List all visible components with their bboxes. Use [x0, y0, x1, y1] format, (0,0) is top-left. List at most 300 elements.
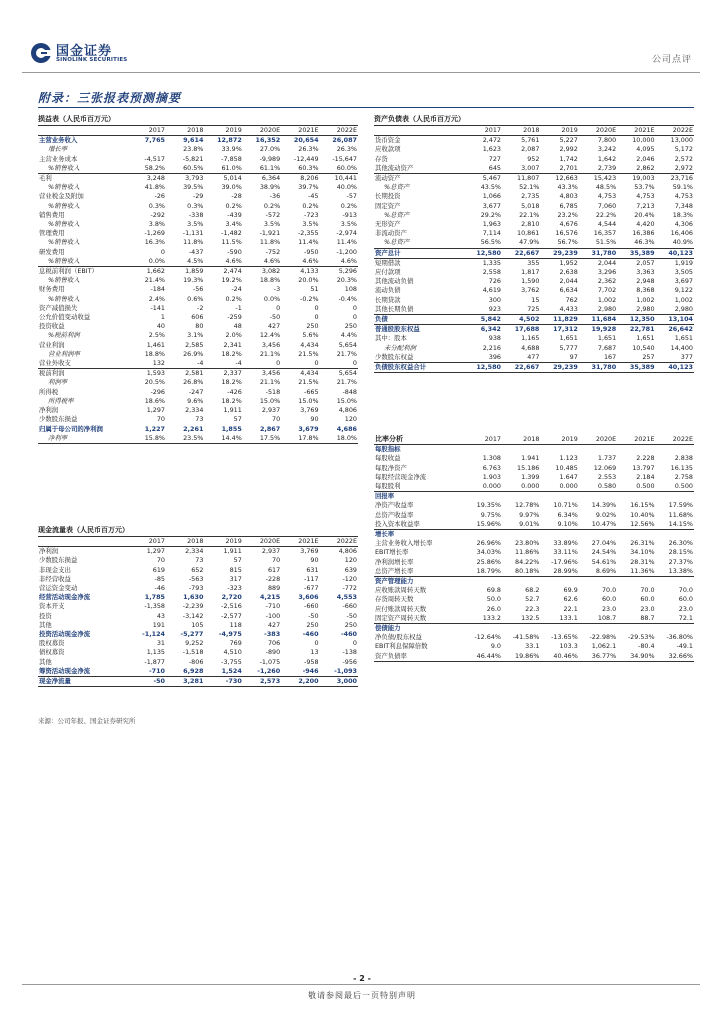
cell-value: 18.79%	[464, 567, 502, 577]
cell-value: 7,114	[482, 229, 501, 238]
cell-value	[617, 445, 655, 455]
table-row	[374, 315, 694, 325]
cell-value: 0.0%	[128, 257, 166, 267]
row-label: 每股经营现金净流	[375, 472, 427, 481]
cell-value: 56.7%	[540, 238, 578, 248]
table-row	[374, 595, 694, 604]
cell-value: 40,123	[656, 363, 694, 373]
cell-value	[656, 624, 694, 634]
cell-value: -36.80%	[666, 633, 693, 642]
cell-value: 70	[272, 556, 281, 565]
cell-value: 23.8%	[183, 145, 204, 154]
cell-value: 8.69%	[579, 567, 617, 577]
cell-value: 2,937	[261, 547, 281, 556]
cell-value: 39.0%	[221, 183, 242, 192]
cell-value: 4,753	[636, 192, 655, 201]
cell-value: -50	[308, 611, 319, 620]
cell-value: 0.2%	[225, 201, 242, 210]
row-label: 负债股东权益合计	[374, 363, 464, 373]
table-row	[38, 220, 358, 229]
cell-value: 4,133	[300, 267, 319, 276]
cell-value: 60.0	[640, 595, 655, 604]
cell-value	[617, 530, 655, 540]
cell-value: 3,697	[674, 277, 693, 286]
cell-value: 1,066	[482, 192, 501, 201]
cash-flow-table	[38, 525, 358, 687]
cell-value: 9,122	[674, 286, 693, 295]
cell-value: 727	[488, 154, 501, 163]
row-label: 存货	[375, 154, 388, 163]
cell-value: 0.6%	[187, 294, 204, 303]
table-row	[374, 548, 694, 557]
cell-value: 22.2%	[595, 210, 617, 219]
cell-value	[617, 492, 655, 502]
cell-value: 631	[306, 565, 319, 574]
cell-value: 2,581	[185, 369, 204, 378]
cell-value: 0.3%	[187, 201, 204, 210]
logo-text-cn: 国金证券	[56, 44, 113, 59]
cell-value: 8,206	[300, 174, 319, 183]
cell-value: 23.80%	[515, 539, 540, 548]
cell-value: -572	[265, 210, 281, 219]
row-label: EBIT利息保障倍数	[375, 642, 428, 651]
cell-value: 69.8	[486, 586, 501, 595]
cell-value: 10.47%	[579, 520, 617, 530]
cell-value: 28.99%	[540, 567, 578, 577]
cell-value: 9.10%	[540, 520, 578, 530]
table-row	[374, 305, 694, 315]
cell-value: 923	[464, 305, 502, 315]
row-label: 营业外收支	[38, 359, 128, 369]
cell-value: 12.56%	[617, 520, 655, 530]
cell-value: -3,755	[221, 657, 242, 666]
table-row	[374, 520, 694, 530]
cell-value: 0.000	[502, 482, 540, 492]
cell-value: 34.03%	[476, 548, 501, 557]
page-number: - 2 -	[353, 974, 371, 983]
cell-value: 1,335	[482, 258, 501, 267]
cell-value: 952	[527, 154, 540, 163]
table-title: 损益表（人民币百万元）	[38, 114, 358, 126]
cell-value: 23.0	[678, 604, 693, 613]
cell-value: 19.86%	[502, 652, 540, 662]
cell-value: 5,296	[338, 267, 357, 276]
table-row	[374, 258, 694, 268]
table-row	[374, 325, 694, 335]
cell-value: 19.2%	[221, 276, 242, 285]
cell-value: 28.15%	[668, 548, 693, 557]
cell-value: 250	[344, 620, 357, 629]
cell-value: 36.77%	[579, 652, 617, 662]
cell-value: 2,200	[281, 677, 319, 687]
cell-value: 815	[229, 565, 242, 574]
cell-value: 16.3%	[144, 238, 165, 247]
section-divider	[38, 107, 694, 108]
cell-value: 0.500	[656, 482, 694, 492]
cell-value: 21.7%	[336, 349, 357, 358]
table-row	[38, 667, 358, 677]
cell-value: 72.1	[656, 614, 694, 624]
cell-value: 17,312	[553, 325, 578, 334]
cell-value: -1,075	[259, 657, 281, 666]
cell-value: 20.3%	[336, 276, 357, 285]
table-row	[374, 445, 694, 455]
year-header-blank	[374, 126, 464, 136]
cell-value: -665	[304, 387, 319, 396]
row-label: 归属于母公司的净利润	[39, 424, 103, 433]
cell-value: 13,000	[670, 136, 693, 145]
header-divider	[22, 72, 700, 73]
cell-value: 1,593	[146, 369, 165, 378]
cell-value: -17.96%	[551, 557, 578, 566]
cell-value: 2,867	[259, 424, 281, 433]
cell-value	[464, 624, 502, 634]
cell-value	[540, 530, 578, 540]
year-header: 2018	[166, 126, 204, 136]
cell-value: 477	[502, 353, 540, 363]
table-row	[38, 285, 358, 294]
table-row	[374, 296, 694, 305]
cell-value	[579, 624, 617, 634]
table-row	[38, 155, 358, 164]
table-row	[38, 164, 358, 174]
cell-value: 3.1%	[187, 331, 204, 340]
table-row	[374, 567, 694, 577]
cell-value: 80.18%	[502, 567, 540, 577]
cell-value	[464, 530, 502, 540]
cell-value: 1,297	[146, 547, 165, 556]
cell-value: 40.46%	[540, 652, 578, 662]
cell-value	[502, 492, 540, 502]
cell-value: 427	[267, 322, 281, 331]
table-row	[38, 648, 358, 657]
cell-value: -439	[227, 210, 242, 219]
table-row	[374, 248, 694, 258]
cell-value: 2,980	[617, 305, 655, 315]
cell-value: 10,000	[632, 136, 655, 145]
cell-value: 40	[156, 322, 165, 331]
table-row	[38, 434, 358, 444]
cell-value: -3,142	[182, 611, 204, 620]
cell-value: -13.65%	[551, 633, 578, 642]
row-label: %总资产	[384, 183, 410, 192]
cell-value: 27.0%	[259, 145, 281, 154]
cell-value: 11.86%	[515, 548, 540, 557]
cell-value: 4.6%	[281, 257, 319, 267]
cell-value: 18.3%	[672, 210, 693, 219]
cell-value: 14.15%	[656, 520, 694, 530]
cell-value: -29.53%	[627, 633, 655, 642]
table-row	[38, 229, 358, 238]
cell-value: 726	[488, 277, 501, 286]
cell-value: -1,269	[144, 229, 165, 238]
cell-value: -5,821	[182, 154, 204, 163]
cell-value: 9.6%	[187, 396, 204, 405]
cell-value: 4.6%	[243, 257, 281, 267]
table-row	[374, 624, 694, 634]
cell-value: 645	[464, 164, 502, 174]
cell-value: -1,131	[182, 229, 204, 238]
cell-value: 5.6%	[302, 331, 319, 340]
row-label: 未分配利润	[384, 343, 416, 352]
cell-value	[579, 445, 617, 455]
cell-value: 1.941	[521, 454, 540, 463]
table-row	[38, 276, 358, 285]
cell-value: 1,651	[636, 334, 655, 343]
year-header: 2022E	[320, 126, 358, 136]
cell-value: 57	[233, 415, 242, 424]
year-header: 2018	[166, 537, 204, 547]
cell-value: 7,687	[597, 343, 617, 352]
table-row	[374, 268, 694, 277]
cell-value: 3.5%	[340, 220, 357, 229]
cell-value	[502, 624, 540, 634]
cell-value: 317	[229, 574, 242, 583]
cell-value: 15.0%	[259, 396, 281, 405]
cell-value: 3,242	[597, 145, 617, 154]
cell-value: 377	[656, 353, 694, 363]
cell-value: 26.8%	[183, 378, 204, 387]
cell-value: 2,334	[185, 406, 204, 415]
cell-value: 13.38%	[656, 567, 694, 577]
row-label: 其他	[39, 657, 52, 666]
table-row	[374, 353, 694, 363]
cell-value: 18.2%	[221, 349, 242, 358]
row-label: 研发费用	[39, 247, 65, 256]
cell-value: 43.5%	[480, 183, 501, 192]
cell-value: 20.0%	[298, 276, 319, 285]
cell-value: -46	[154, 584, 165, 593]
row-label: 少数股东损益	[39, 556, 78, 565]
cell-value	[656, 492, 694, 502]
cell-value: -677	[304, 584, 319, 593]
table-row	[38, 248, 358, 257]
cell-value: 132.5	[502, 614, 540, 624]
table-row	[374, 344, 694, 353]
cell-value: 2.184	[636, 472, 655, 481]
cell-value: 26,087	[332, 136, 357, 145]
cell-value	[617, 577, 655, 587]
table-row	[374, 229, 694, 238]
cell-value: -1,358	[144, 602, 165, 611]
cell-value: -15,647	[332, 154, 357, 163]
cell-value: 250	[306, 620, 319, 629]
section-title: 附录：三张报表预测摘要	[38, 91, 182, 105]
cell-value: 1,623	[482, 145, 501, 154]
cell-value: 12.069	[593, 463, 617, 472]
cell-value: 4.4%	[340, 331, 357, 340]
cell-value: 25.86%	[476, 557, 501, 566]
cell-value: 1,911	[223, 547, 242, 556]
cell-value: 2,472	[482, 136, 501, 145]
cell-value	[540, 577, 578, 587]
row-label: 流动资产	[375, 174, 401, 183]
row-label: 总资产收益率	[375, 510, 414, 519]
cell-value: 4,434	[300, 340, 319, 349]
table-row	[374, 334, 694, 343]
table-row	[38, 341, 358, 350]
cell-value: 1,227	[144, 424, 165, 433]
cell-value: -956	[342, 657, 357, 666]
cell-value: 54.61%	[591, 557, 617, 566]
row-label: %销售收入	[48, 201, 80, 210]
cell-value	[579, 530, 617, 540]
row-label: 其中：股本	[375, 334, 407, 343]
cell-value: 19.3%	[183, 276, 204, 285]
cell-value: 41.8%	[144, 183, 165, 192]
cell-value: 4.6%	[204, 257, 242, 267]
row-label: %销售收入	[48, 220, 80, 229]
data-table	[374, 126, 694, 373]
cell-value: 12,663	[555, 174, 578, 183]
row-label: %销售收入	[38, 164, 128, 174]
table-row	[374, 363, 694, 373]
cell-value: 16,406	[670, 229, 693, 238]
cell-value: 33.1	[525, 642, 540, 651]
cell-value: 4,806	[338, 547, 357, 556]
table-row	[374, 183, 694, 192]
ratio-analysis-table	[374, 435, 694, 662]
cell-value: 1,590	[521, 277, 540, 286]
cell-value: -338	[188, 210, 204, 219]
year-header: 2021E	[617, 126, 655, 136]
year-header: 2020E	[579, 126, 617, 136]
cell-value: 22.1%	[519, 210, 540, 219]
row-label: 财务费用	[39, 285, 65, 294]
cell-value: 4,215	[259, 593, 281, 602]
table-row	[38, 575, 358, 584]
cell-value: 40,123	[656, 248, 694, 258]
cell-value: 11.36%	[617, 567, 655, 577]
cell-value: 11.4%	[298, 238, 319, 247]
cell-value: -383	[264, 630, 281, 639]
cell-value: 2.838	[674, 454, 693, 463]
year-header-blank	[38, 537, 128, 547]
cell-value: 1,524	[221, 666, 242, 675]
cell-value: 28.31%	[630, 557, 655, 566]
cell-value: 4,619	[482, 286, 501, 295]
year-header: 2017	[464, 435, 502, 445]
cell-value: 14.39%	[591, 501, 617, 510]
cell-value: 17.59%	[668, 501, 693, 510]
cell-value: 1,062.1	[591, 642, 617, 651]
cell-value: -120	[342, 574, 357, 583]
cell-value: 2,216	[482, 343, 501, 352]
cell-value: 14.4%	[204, 434, 242, 444]
cell-value: 60.0%	[320, 164, 358, 174]
cell-value: 21.1%	[259, 349, 281, 358]
cell-value: 46.3%	[617, 238, 655, 248]
cell-value: 7,800	[597, 136, 617, 145]
cell-value: 11,829	[540, 315, 578, 325]
cell-value: -958	[304, 657, 319, 666]
cell-value: -1,124	[142, 630, 165, 639]
cell-value: 59.1%	[672, 183, 693, 192]
row-label: 营业利润率	[48, 349, 80, 358]
cell-value: 69.9	[563, 586, 578, 595]
row-label: %销售收入	[48, 276, 80, 285]
cell-value: -49.1	[676, 642, 693, 651]
table-row	[38, 350, 358, 359]
cell-value: 51	[310, 285, 319, 294]
cell-value: 12,350	[617, 315, 655, 325]
cell-value: 0.000	[540, 482, 578, 492]
table-row	[374, 473, 694, 482]
sinolink-logo-icon	[30, 42, 52, 64]
cell-value: 31,780	[579, 248, 617, 258]
cell-value: -296	[150, 387, 165, 396]
cell-value: 90	[310, 556, 319, 565]
cell-value: 133.2	[464, 614, 502, 624]
cell-value: 3,793	[185, 174, 204, 183]
cell-value	[502, 577, 540, 587]
year-header: 2017	[464, 126, 502, 136]
cell-value: 17,688	[514, 325, 540, 334]
row-label: 非现金支出	[39, 565, 71, 574]
cell-value: 652	[191, 565, 204, 574]
cell-value: 39.7%	[298, 183, 319, 192]
table-row	[38, 174, 358, 184]
balance-sheet-table	[374, 114, 694, 373]
cell-value: 706	[267, 639, 281, 648]
table-row	[38, 183, 358, 192]
cell-value: 0.0%	[263, 294, 281, 303]
cell-value: 5,227	[559, 136, 578, 145]
table-row	[374, 586, 694, 595]
cell-value: 17.5%	[243, 434, 281, 444]
cell-value: -36	[269, 192, 281, 201]
row-label: 投资	[39, 611, 52, 620]
row-label: 其他	[39, 620, 52, 629]
cell-value: 0.000	[464, 482, 502, 492]
cell-value: 18.6%	[144, 396, 165, 405]
cell-value: 3.5%	[187, 220, 204, 229]
table-row	[38, 378, 358, 387]
cell-value: 26.31%	[630, 539, 655, 548]
cell-value: 34.10%	[630, 548, 655, 557]
row-label: 每股股利	[374, 482, 464, 492]
cell-value: 1.647	[559, 472, 578, 481]
row-label: 偿债能力	[375, 624, 401, 633]
cell-value: -50	[269, 313, 281, 322]
cell-value: -1	[235, 303, 242, 312]
cell-value: 1.903	[482, 472, 501, 481]
cell-value: 4,686	[336, 424, 357, 433]
row-label: 流动负债	[375, 286, 401, 295]
cell-value	[579, 492, 617, 502]
cell-value: 2,057	[636, 258, 655, 267]
cell-value: 2,972	[656, 164, 694, 174]
cell-value: 39.5%	[183, 183, 204, 192]
table-row	[38, 238, 358, 247]
cell-value: 762	[565, 295, 578, 304]
cell-value: 0.3%	[148, 201, 165, 210]
cell-value: 2,992	[559, 145, 578, 154]
table-row	[38, 630, 358, 639]
cell-value: -710	[149, 666, 165, 675]
cell-value: 725	[502, 305, 540, 315]
cell-value: 40.0%	[336, 183, 357, 192]
cell-value: 108	[344, 285, 357, 294]
table-row	[38, 257, 358, 267]
row-label: 短期借款	[375, 258, 401, 267]
data-table	[38, 126, 358, 444]
cell-value: 1,630	[183, 593, 204, 602]
cell-value: 1,952	[559, 258, 578, 267]
cell-value: -7,858	[221, 154, 242, 163]
cell-value: 10,540	[632, 343, 655, 352]
year-header-blank	[38, 126, 128, 136]
